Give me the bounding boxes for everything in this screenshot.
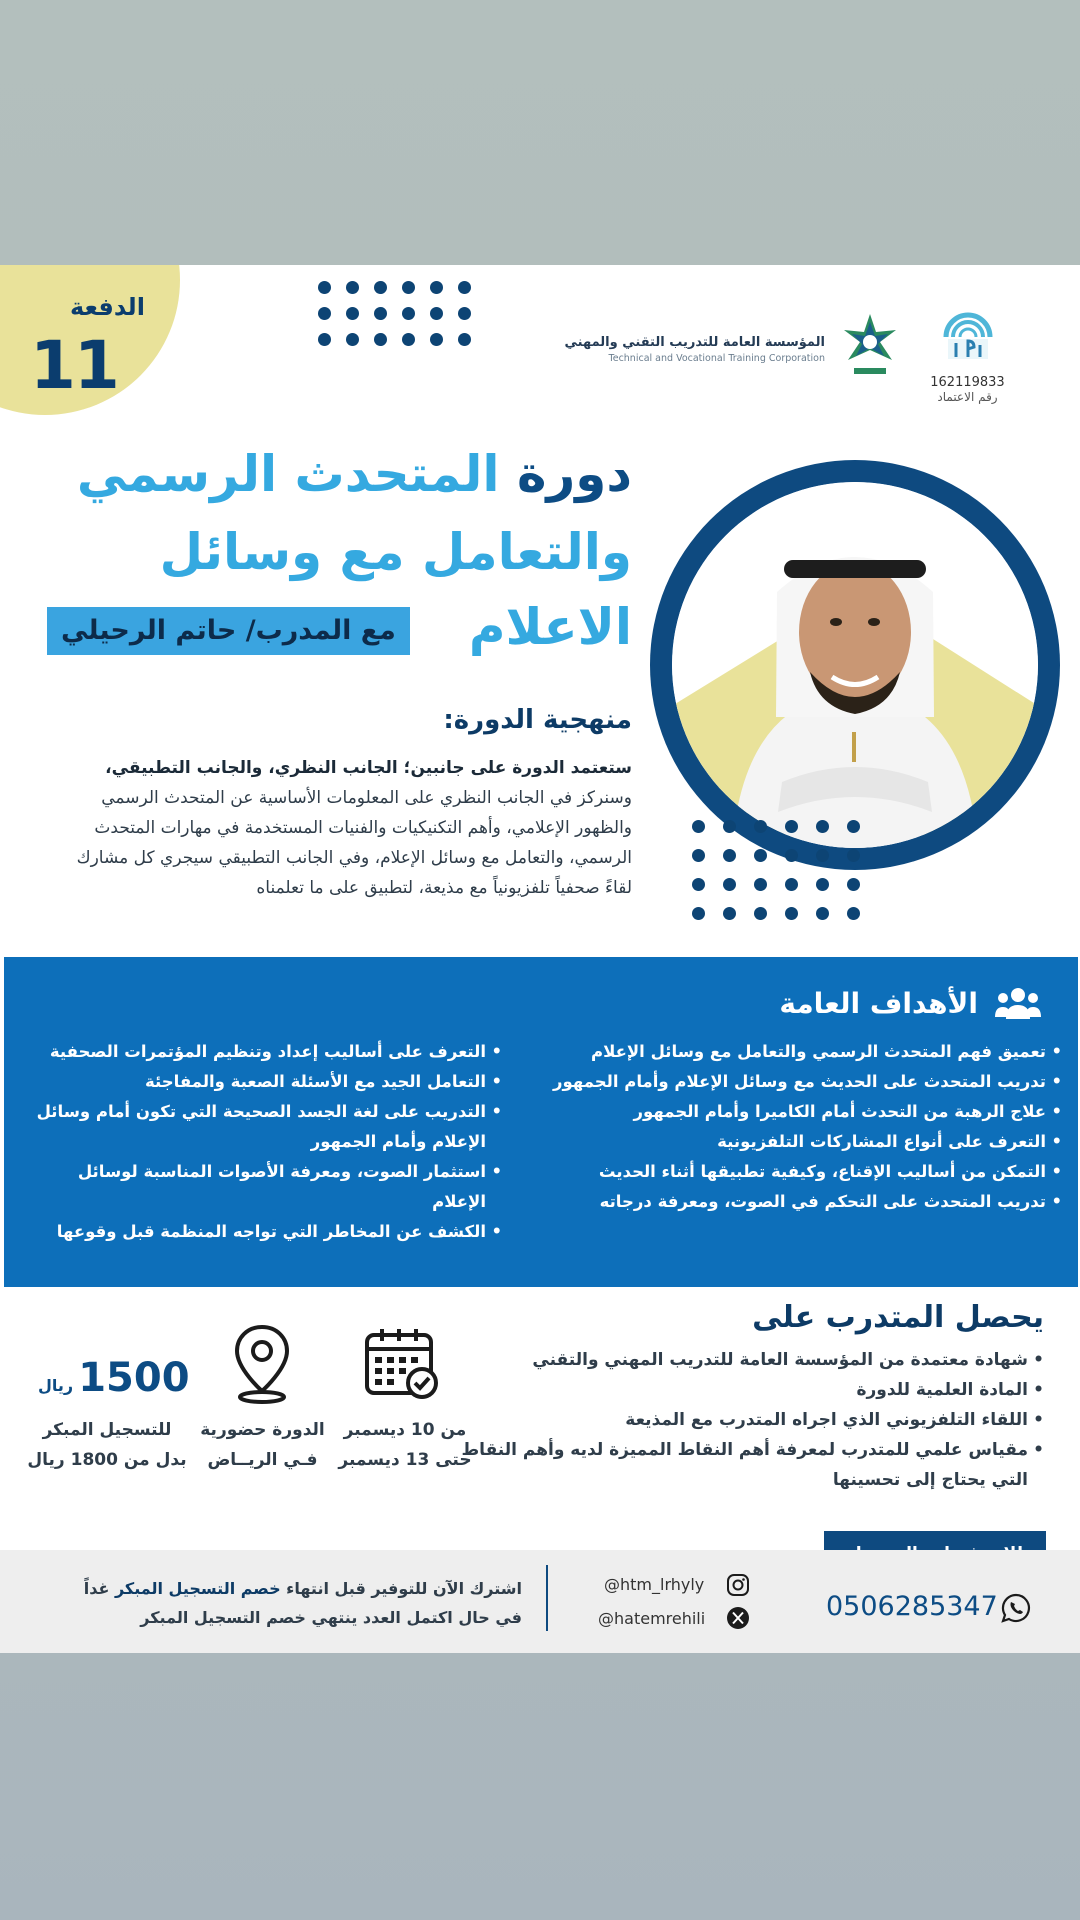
benefit-item: • المادة العلمية للدورة bbox=[434, 1375, 1044, 1405]
promo-text bbox=[42, 1574, 522, 1632]
goals-list-right bbox=[553, 1037, 1062, 1217]
instagram-handle[interactable]: @htm_lrhyly bbox=[604, 1575, 705, 1594]
goal-item: • تدريب المتحدث على الحديث مع وسائل الإعلام وأمام الجمهور bbox=[553, 1067, 1062, 1097]
goal-item: • الكشف عن المخاطر التي تواجه المنظمة قبل وقوعها bbox=[27, 1217, 502, 1247]
accreditation-label: رقم الاعتماد bbox=[937, 390, 998, 404]
decorative-dots-portrait bbox=[692, 820, 860, 920]
methodology-intro: ستعتمد الدورة على جانبين؛ الجانب النظري، والجانب التطبيقي، bbox=[105, 758, 632, 778]
course-venue bbox=[190, 1415, 335, 1475]
goal-item: • التعرف على أنواع المشاركات التلفزيونية bbox=[553, 1127, 1062, 1157]
price bbox=[38, 1355, 190, 1401]
goals-heading: الأهداف العامة bbox=[779, 987, 978, 1020]
goal-item: • التعامل الجيد مع الأسئلة الصعبة والمفاجئة bbox=[27, 1067, 502, 1097]
trainer-portrait bbox=[650, 460, 1060, 870]
price-value: 1500 bbox=[78, 1355, 190, 1401]
promo-line-1 bbox=[42, 1574, 522, 1603]
title-line-2: والتعامل مع وسائل bbox=[159, 523, 632, 581]
x-handle[interactable]: @hatemrehili bbox=[598, 1609, 706, 1628]
venue-city: فـي الريــاض bbox=[207, 1450, 318, 1470]
venue-type: الدورة حضورية bbox=[200, 1420, 325, 1440]
trainer-photo-illustration bbox=[672, 482, 1038, 848]
portrait-frame bbox=[672, 482, 1038, 848]
accreditation-number: 162119833 bbox=[930, 375, 1005, 390]
goal-item: • تدريب المتحدث على التحكم في الصوت، ومعرفة درجاته bbox=[553, 1187, 1062, 1217]
tvtc-logo-icon bbox=[840, 310, 900, 380]
benefit-item: • مقياس علمي للمتدرب لمعرفة أهم النقاط المميزة لديه وأهم النقاط التي يحتاج إلى تحسينها bbox=[434, 1435, 1044, 1495]
title-official-speaker: المتحدث الرسمي bbox=[76, 445, 500, 503]
promo-part-c: غداً bbox=[83, 1579, 110, 1598]
footer-divider bbox=[546, 1565, 548, 1631]
goal-item: • علاج الرهبة من التحدث أمام الكاميرا وأمام الجمهور bbox=[553, 1097, 1062, 1127]
goal-item: • تعميق فهم المتحدث الرسمي والتعامل مع وسائل الإعلام bbox=[553, 1037, 1062, 1067]
calendar-icon bbox=[364, 1327, 440, 1401]
goal-item: • التمكن من أساليب الإقناع، وكيفية تطبيقها أثناء الحديث bbox=[553, 1157, 1062, 1187]
early-registration: للتسجيل المبكر bbox=[42, 1420, 172, 1440]
batch-number: 11 bbox=[30, 327, 118, 404]
whatsapp-icon bbox=[1000, 1592, 1032, 1624]
phone-number[interactable]: 0506285347 bbox=[826, 1591, 998, 1622]
price-currency: ريال bbox=[38, 1376, 74, 1395]
tvtc-name-ar: المؤسسة العامة للتدريب التقني والمهني bbox=[564, 335, 825, 350]
title-word-course: دورة bbox=[516, 445, 632, 503]
date-start: من 10 ديسمبر bbox=[343, 1420, 467, 1440]
benefits-heading: يحصل المتدرب على bbox=[752, 1300, 1044, 1335]
date-end: حتى 13 ديسمبر bbox=[338, 1450, 472, 1470]
benefits-list bbox=[434, 1345, 1044, 1495]
goal-item: • استثمار الصوت، ومعرفة الأصوات المناسبة لوسائل الإعلام bbox=[27, 1157, 502, 1217]
goals-section bbox=[4, 957, 1078, 1287]
location-pin-icon bbox=[232, 1323, 292, 1405]
x-icon[interactable] bbox=[726, 1606, 750, 1630]
batch-label: الدفعة bbox=[70, 293, 145, 321]
tvtc-name bbox=[565, 335, 825, 364]
title-line-1 bbox=[77, 445, 632, 503]
benefit-item: • اللقاء التلفزيوني الذي اجراه المتدرب مع المذيعة bbox=[434, 1405, 1044, 1435]
promo-part-a: اشترك الآن للتوفير قبل انتهاء bbox=[286, 1579, 522, 1598]
instagram-icon[interactable] bbox=[726, 1573, 750, 1597]
promo-part-b: خصم التسجيل المبكر bbox=[114, 1579, 281, 1598]
tvtc-name-en: Technical and Vocational Training Corporation bbox=[608, 353, 825, 364]
price-note bbox=[22, 1415, 192, 1475]
benefit-item: • شهادة معتمدة من المؤسسة العامة للتدريب المهني والتقني bbox=[434, 1345, 1044, 1375]
goal-item: • التعرف على أساليب إعداد وتنظيم المؤتمرات الصحفية bbox=[27, 1037, 502, 1067]
methodology-heading: منهجية الدورة: bbox=[443, 705, 632, 735]
decorative-dots-top bbox=[318, 281, 471, 346]
course-flyer bbox=[0, 265, 1080, 1653]
goal-item: • التدريب على لغة الجسد الصحيحة التي تكون أمام وسائل الإعلام وأمام الجمهور bbox=[27, 1097, 502, 1157]
methodology-body: وسنركز في الجانب النظري على المعلومات الأساسية عن المتحدث الرسمي والظهور الإعلامي، وأهم التكنيكيات والفنيات المستخدمة في مهارات المتحدث الرسمي، والتعامل مع وسائل الإعلام، وفي الجانب التطبيقي سيجري كل مشارك لقاءً صحفياً تلفزيونياً مع مذيعة، لتطبيق على ما تعلمناه bbox=[76, 788, 632, 898]
course-dates bbox=[335, 1415, 475, 1475]
title-line-3: الاعلام bbox=[468, 598, 632, 656]
afaq-logo-icon bbox=[938, 295, 998, 365]
promo-line-2: في حال اكتمل العدد ينتهي خصم التسجيل المبكر bbox=[140, 1608, 522, 1627]
original-price: بدل من 1800 ريال bbox=[27, 1450, 187, 1470]
methodology-text bbox=[52, 753, 632, 903]
trainer-badge: مع المدرب/ حاتم الرحيلي bbox=[47, 607, 410, 655]
group-icon bbox=[994, 983, 1042, 1023]
goals-list-left bbox=[27, 1037, 502, 1247]
